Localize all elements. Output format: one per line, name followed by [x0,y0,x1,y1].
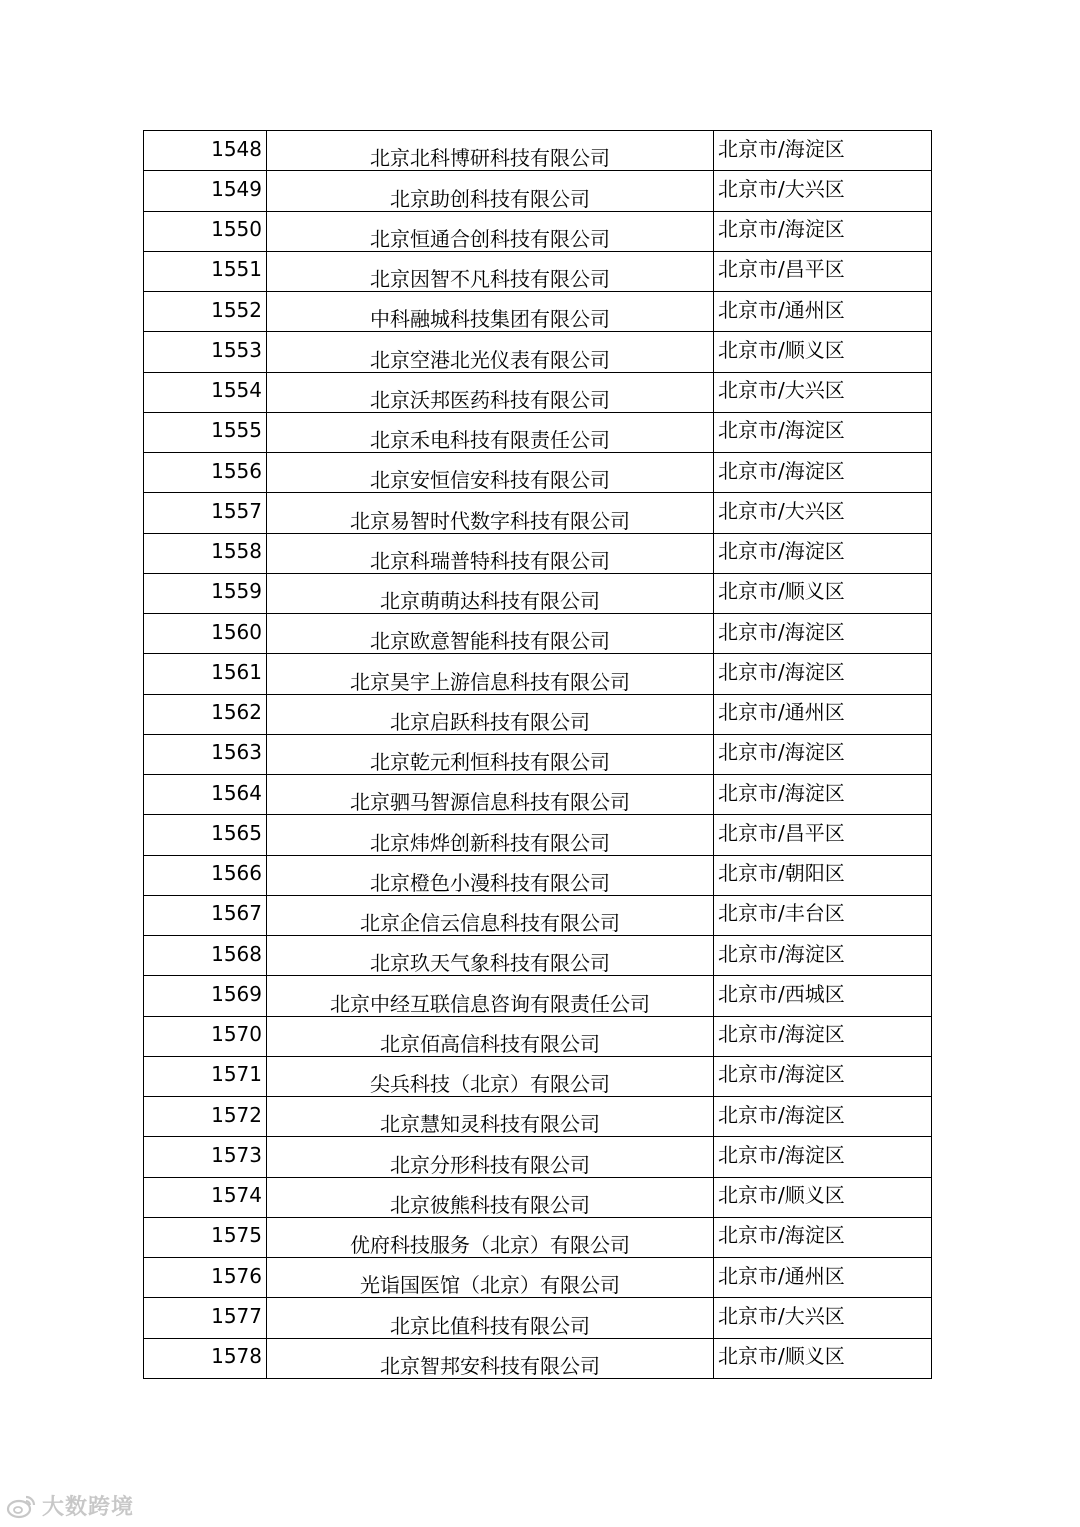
row-number-cell: 1563 [144,734,267,774]
row-number-cell: 1571 [144,1056,267,1096]
row-number-cell: 1576 [144,1258,267,1298]
row-number-cell: 1554 [144,372,267,412]
row-number-cell: 1552 [144,292,267,332]
company-name-cell: 尖兵科技（北京）有限公司 [267,1056,714,1096]
watermark-text: 大数跨境 [42,1495,135,1520]
region-cell: 北京市/海淀区 [714,775,932,815]
table-row [144,976,932,1016]
row-number-cell: 1557 [144,493,267,533]
region-cell: 北京市/海淀区 [714,734,932,774]
table-row [144,654,932,694]
row-number-cell: 1569 [144,976,267,1016]
row-number-cell: 1574 [144,1177,267,1217]
company-name-cell: 北京萌萌达科技有限公司 [267,573,714,613]
company-name-cell: 北京沃邦医药科技有限公司 [267,372,714,412]
table-row [144,332,932,372]
region-cell: 北京市/海淀区 [714,533,932,573]
company-name-cell: 北京恒通合创科技有限公司 [267,211,714,251]
row-number-cell: 1564 [144,775,267,815]
table-row [144,1177,932,1217]
company-name-cell: 北京科瑞普特科技有限公司 [267,533,714,573]
region-cell: 北京市/海淀区 [714,1016,932,1056]
row-number-cell: 1570 [144,1016,267,1056]
row-number-cell: 1568 [144,936,267,976]
company-name-cell: 北京乾元利恒科技有限公司 [267,734,714,774]
region-cell: 北京市/大兴区 [714,1298,932,1338]
row-number-cell: 1549 [144,171,267,211]
row-number-cell: 1578 [144,1338,267,1378]
table-row [144,171,932,211]
company-name-cell: 中科融城科技集团有限公司 [267,292,714,332]
table-row [144,211,932,251]
region-cell: 北京市/顺义区 [714,1177,932,1217]
table-row [144,131,932,171]
table-row [144,1217,932,1257]
table-row [144,533,932,573]
region-cell: 北京市/海淀区 [714,1137,932,1177]
table-row [144,694,932,734]
company-name-cell: 北京启跃科技有限公司 [267,694,714,734]
row-number-cell: 1567 [144,895,267,935]
row-number-cell: 1559 [144,573,267,613]
table-row [144,292,932,332]
region-cell: 北京市/海淀区 [714,211,932,251]
region-cell: 北京市/海淀区 [714,936,932,976]
row-number-cell: 1577 [144,1298,267,1338]
region-cell: 北京市/海淀区 [714,1056,932,1096]
region-cell: 北京市/昌平区 [714,815,932,855]
company-name-cell: 北京玖天气象科技有限公司 [267,936,714,976]
company-name-cell: 北京易智时代数字科技有限公司 [267,493,714,533]
row-number-cell: 1572 [144,1097,267,1137]
company-name-cell: 北京炜烨创新科技有限公司 [267,815,714,855]
row-number-cell: 1561 [144,654,267,694]
region-cell: 北京市/昌平区 [714,251,932,291]
region-cell: 北京市/海淀区 [714,1217,932,1257]
table-row [144,1056,932,1096]
region-cell: 北京市/顺义区 [714,332,932,372]
row-number-cell: 1560 [144,614,267,654]
row-number-cell: 1573 [144,1137,267,1177]
row-number-cell: 1556 [144,453,267,493]
region-cell: 北京市/顺义区 [714,573,932,613]
table-row [144,775,932,815]
region-cell: 北京市/大兴区 [714,171,932,211]
table-row [144,855,932,895]
table-row [144,1137,932,1177]
company-name-cell: 北京因智不凡科技有限公司 [267,251,714,291]
table-row [144,573,932,613]
company-name-cell: 北京禾电科技有限责任公司 [267,412,714,452]
row-number-cell: 1558 [144,533,267,573]
region-cell: 北京市/通州区 [714,292,932,332]
company-name-cell: 北京比值科技有限公司 [267,1298,714,1338]
region-cell: 北京市/海淀区 [714,654,932,694]
region-cell: 北京市/海淀区 [714,614,932,654]
table-row [144,1016,932,1056]
table-row [144,453,932,493]
company-name-cell: 北京中经互联信息咨询有限责任公司 [267,976,714,1016]
region-cell: 北京市/通州区 [714,694,932,734]
region-cell: 北京市/顺义区 [714,1338,932,1378]
row-number-cell: 1575 [144,1217,267,1257]
region-cell: 北京市/海淀区 [714,412,932,452]
company-name-cell: 北京智邦安科技有限公司 [267,1338,714,1378]
row-number-cell: 1555 [144,412,267,452]
company-name-cell: 北京助创科技有限公司 [267,171,714,211]
table-row [144,815,932,855]
region-cell: 北京市/丰台区 [714,895,932,935]
company-name-cell: 北京空港北光仪表有限公司 [267,332,714,372]
region-cell: 北京市/海淀区 [714,1097,932,1137]
row-number-cell: 1548 [144,131,267,171]
company-name-cell: 北京分形科技有限公司 [267,1137,714,1177]
table-row [144,614,932,654]
company-name-cell: 北京彼熊科技有限公司 [267,1177,714,1217]
weibo-logo-icon [6,1493,38,1519]
table-row [144,251,932,291]
company-name-cell: 北京企信云信息科技有限公司 [267,895,714,935]
row-number-cell: 1550 [144,211,267,251]
table-row [144,1097,932,1137]
table-row [144,1298,932,1338]
company-name-cell: 北京佰高信科技有限公司 [267,1016,714,1056]
table-row [144,734,932,774]
company-name-cell: 北京慧知灵科技有限公司 [267,1097,714,1137]
table-row [144,936,932,976]
region-cell: 北京市/大兴区 [714,493,932,533]
table-row [144,1338,932,1378]
company-name-cell: 北京安恒信安科技有限公司 [267,453,714,493]
company-name-cell: 北京欧意智能科技有限公司 [267,614,714,654]
region-cell: 北京市/通州区 [714,1258,932,1298]
row-number-cell: 1565 [144,815,267,855]
row-number-cell: 1553 [144,332,267,372]
row-number-cell: 1566 [144,855,267,895]
region-cell: 北京市/海淀区 [714,453,932,493]
company-name-cell: 北京北科博研科技有限公司 [267,131,714,171]
company-table-body [144,131,932,1379]
row-number-cell: 1562 [144,694,267,734]
table-row [144,895,932,935]
watermark [6,1490,134,1521]
table-row [144,372,932,412]
table-row [144,493,932,533]
company-list-table [143,130,932,1379]
region-cell: 北京市/朝阳区 [714,855,932,895]
region-cell: 北京市/大兴区 [714,372,932,412]
region-cell: 北京市/海淀区 [714,131,932,171]
company-name-cell: 北京驷马智源信息科技有限公司 [267,775,714,815]
company-name-cell: 优府科技服务（北京）有限公司 [267,1217,714,1257]
company-name-cell: 光诣国医馆（北京）有限公司 [267,1258,714,1298]
table-row [144,412,932,452]
table-row [144,1258,932,1298]
row-number-cell: 1551 [144,251,267,291]
region-cell: 北京市/西城区 [714,976,932,1016]
company-name-cell: 北京橙色小漫科技有限公司 [267,855,714,895]
company-name-cell: 北京昊宇上游信息科技有限公司 [267,654,714,694]
